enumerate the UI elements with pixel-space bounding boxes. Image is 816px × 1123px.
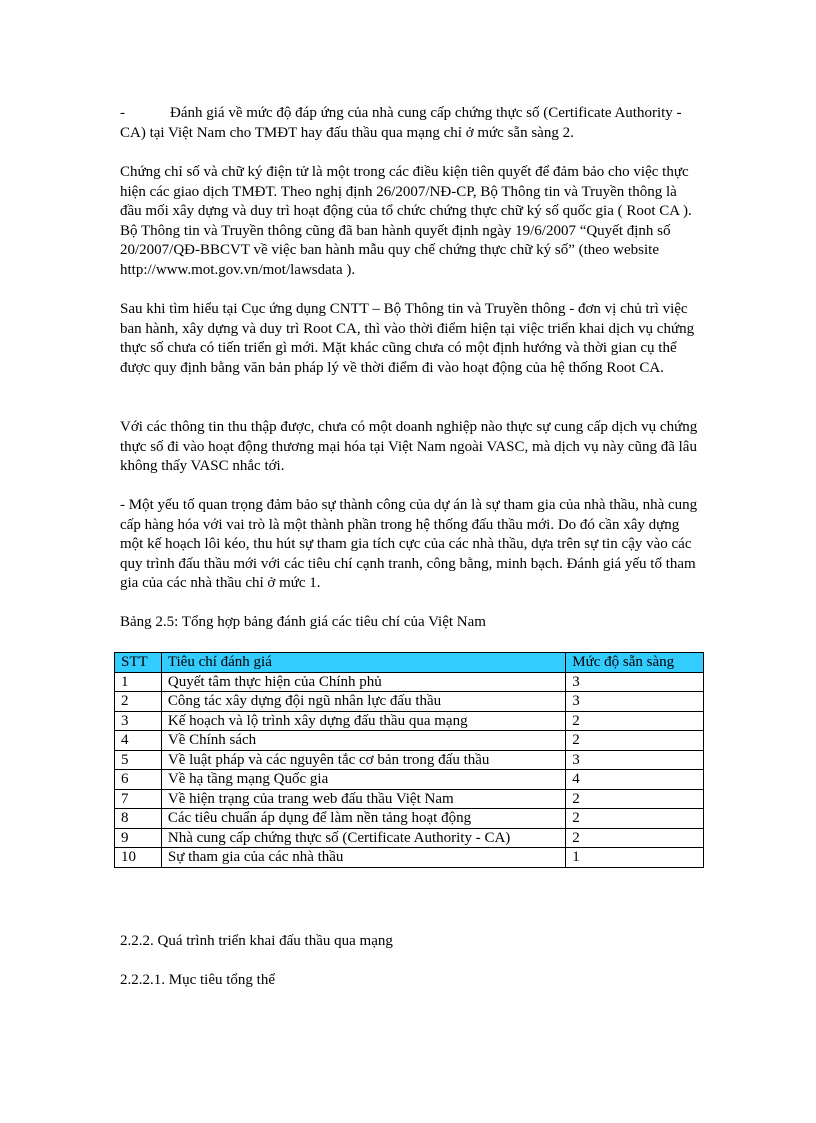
cell-criterion: Quyết tâm thực hiện của Chính phủ xyxy=(161,672,565,692)
cell-level: 2 xyxy=(566,711,704,731)
cell-stt: 4 xyxy=(115,731,162,751)
cell-level: 3 xyxy=(566,692,704,712)
cell-criterion: Về luật pháp và các nguyên tắc cơ bản trong đấu thầu xyxy=(161,750,565,770)
table-row xyxy=(115,770,704,790)
cell-level: 4 xyxy=(566,770,704,790)
paragraph-vasc: Với các thông tin thu thập được, chưa có một doanh nghiệp nào thực sự cung cấp dịch vụ chứng thực số đi vào hoạt động thương mại hóa tại Việt Nam ngoài VASC, mà dịch vụ này cũng đã lâu không thấy VASC nhắc tới. xyxy=(120,419,698,475)
table-row xyxy=(115,711,704,731)
paragraph-root-ca: Sau khi tìm hiểu tại Cục ứng dụng CNTT – Bộ Thông tin và Truyền thông - đơn vị chủ trì việc ban hành, xây dựng và duy trì Root CA, thì vào thời điểm hiện tại việc triển khai dịch vụ chứng thực số chưa có tiến triển gì mới. Mặt khác cũng chưa có một định hướng và thời gian cụ thể được quy định bằng văn bản pháp lý về thời điểm đi vào hoạt động của hệ thống Root CA. xyxy=(120,301,695,376)
header-stt: STT xyxy=(115,653,162,673)
table-row xyxy=(115,692,704,712)
cell-level: 3 xyxy=(566,672,704,692)
table-caption: Bảng 2.5: Tổng hợp bảng đánh giá các tiêu chí của Việt Nam xyxy=(120,614,486,630)
table-row xyxy=(115,731,704,751)
cell-criterion: Về hạ tầng mạng Quốc gia xyxy=(161,770,565,790)
cell-criterion: Công tác xây dựng đội ngũ nhân lực đấu thầu xyxy=(161,692,565,712)
section-heading: 2.2.2. Quá trình triển khai đấu thầu qua mạng xyxy=(120,933,393,949)
cell-stt: 9 xyxy=(115,828,162,848)
paragraph-digital-certificate: Chứng chỉ số và chữ ký điện tử là một trong các điều kiện tiên quyết để đảm bảo cho việc thực hiện các giao dịch TMĐT. Theo nghị định 26/2007/NĐ-CP, Bộ Thông tin và Truyền thông là đầu mối xây dựng và duy trì hoạt động của tổ chức chứng thực chữ ký số quốc gia ( Root CA ). Bộ Thông tin và Truyền thông cũng đã ban hành quyết định ngày 19/6/2007 “Quyết định số 20/2007/QĐ-BBCVT về việc ban hành mẫu quy chế chứng thực chữ ký số” (theo website http://www.mot.gov.vn/mot/lawsdata ). xyxy=(120,164,692,278)
cell-stt: 1 xyxy=(115,672,162,692)
criteria-table xyxy=(114,652,704,868)
cell-criterion: Về hiện trạng của trang web đấu thầu Việt Nam xyxy=(161,789,565,809)
header-readiness-level: Mức độ sẵn sàng xyxy=(566,653,704,673)
table-row xyxy=(115,750,704,770)
cell-criterion: Sự tham gia của các nhà thầu xyxy=(161,848,565,868)
cell-level: 2 xyxy=(566,809,704,829)
cell-stt: 10 xyxy=(115,848,162,868)
cell-criterion: Nhà cung cấp chứng thực số (Certificate Authority - CA) xyxy=(161,828,565,848)
table-row xyxy=(115,672,704,692)
cell-stt: 3 xyxy=(115,711,162,731)
table-row xyxy=(115,848,704,868)
table-row xyxy=(115,809,704,829)
cell-criterion: Kế hoạch và lộ trình xây dựng đấu thầu qua mạng xyxy=(161,711,565,731)
bullet-dash: - xyxy=(120,105,125,121)
table-header-row xyxy=(115,653,704,673)
cell-criterion: Về Chính sách xyxy=(161,731,565,751)
cell-level: 2 xyxy=(566,789,704,809)
subsection-heading: 2.2.2.1. Mục tiêu tổng thể xyxy=(120,972,275,988)
cell-criterion: Các tiêu chuẩn áp dụng để làm nền tảng hoạt động xyxy=(161,809,565,829)
cell-level: 1 xyxy=(566,848,704,868)
cell-level: 3 xyxy=(566,750,704,770)
cell-stt: 2 xyxy=(115,692,162,712)
paragraph-ca-assessment xyxy=(120,104,700,143)
table-row xyxy=(115,789,704,809)
cell-stt: 8 xyxy=(115,809,162,829)
cell-stt: 5 xyxy=(115,750,162,770)
header-criterion: Tiêu chí đánh giá xyxy=(161,653,565,673)
paragraph-contractor-participation: - Một yếu tố quan trọng đảm bảo sự thành công của dự án là sự tham gia của nhà thầu, nhà cung cấp hàng hóa với vai trò là một thành phần trong hệ thống đấu thầu mới. Do đó cần xây dựng một kế hoạch lôi kéo, thu hút sự tham gia tích cực của các nhà thầu, dựa trên sự tin cậy vào các quy trình đấu thầu mới với các tiêu chí cạnh tranh, công bằng, minh bạch. Đánh giá yếu tố tham gia của các nhà thầu chỉ ở mức 1. xyxy=(120,497,698,592)
paragraph-text: Đánh giá về mức độ đáp ứng của nhà cung cấp chứng thực số (Certificate Authority - CA) tại Việt Nam cho TMĐT hay đấu thầu qua mạng chỉ ở mức sẵn sàng 2. xyxy=(120,105,682,141)
cell-stt: 7 xyxy=(115,789,162,809)
table-row xyxy=(115,828,704,848)
cell-level: 2 xyxy=(566,828,704,848)
cell-stt: 6 xyxy=(115,770,162,790)
cell-level: 2 xyxy=(566,731,704,751)
